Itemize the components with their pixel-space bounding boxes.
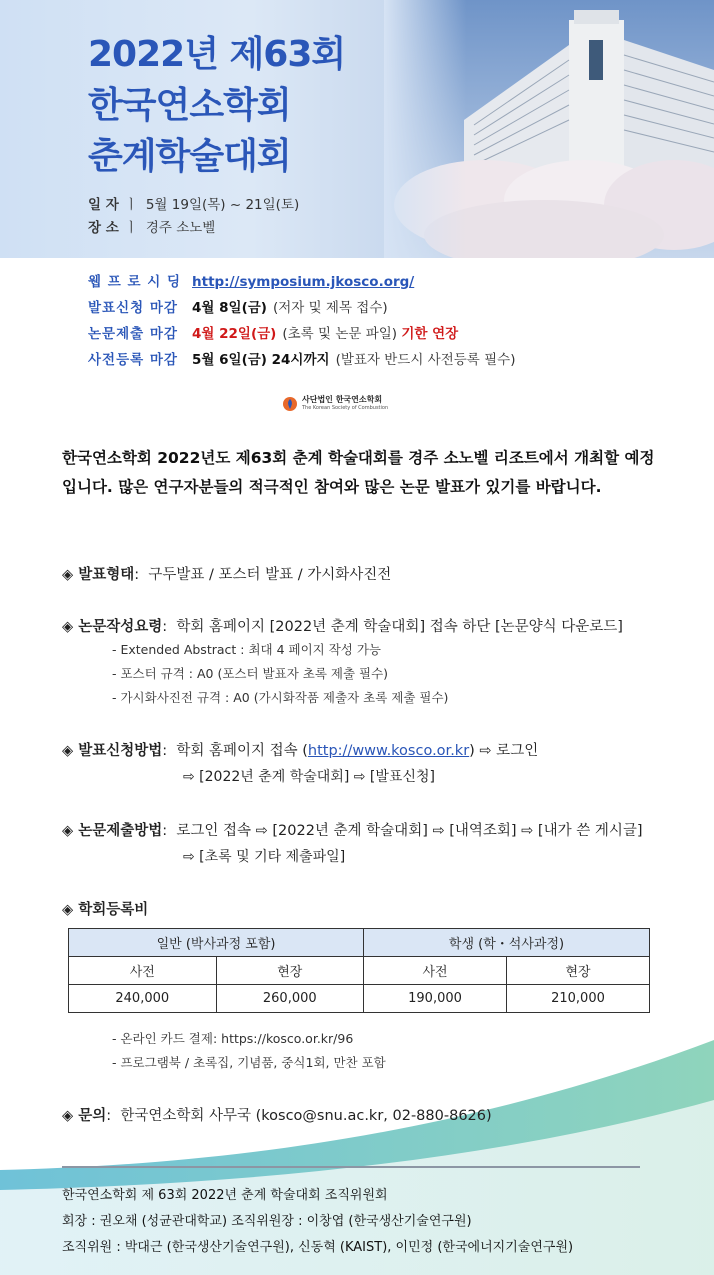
deadline-date: 4월 22일(금) (192, 326, 277, 342)
deadline-apply (88, 296, 388, 316)
section-heading: ◈ 논문제출방법 (62, 823, 163, 839)
section-text: ) ⇨ 로그인 (469, 743, 539, 759)
section-text: 한국연소학회 사무국 (kosco@snu.ac.kr, 02-880-8626) (120, 1108, 492, 1124)
title-year: 2022년 제63회 (88, 34, 346, 75)
section-contact: ◈ 문의: 한국연소학회 사무국 (kosco@snu.ac.kr, 02-880-8626) (62, 1108, 492, 1124)
fee-value: 210,000 (507, 985, 650, 1013)
logo-english: The Korean Society of Combustion (302, 405, 389, 411)
section-heading: ◈ 논문작성요령 (62, 619, 163, 635)
fee-value: 260,000 (216, 985, 364, 1013)
fee-table (68, 928, 650, 1013)
table-row (69, 929, 650, 957)
fee-value: 240,000 (69, 985, 217, 1013)
header-banner (0, 0, 714, 258)
writing-item: - Extended Abstract : 최대 4 페이지 작성 가능 (112, 642, 381, 657)
section-apply: ◈ 발표신청방법: 학회 홈페이지 접속 (http://www.kosco.or.kr) ⇨ 로그인 (62, 743, 539, 759)
footer-committee: 한국연소학회 제 63회 2022년 춘계 학술대회 조직위원회 (62, 1188, 388, 1203)
extension-badge: 기한 연장 (401, 326, 459, 342)
section-text: 학회 홈페이지 [2022년 춘계 학술대회] 접속 하단 [논문양식 다운로드] (176, 619, 623, 635)
deadline-paper (88, 322, 458, 342)
section-heading: ◈ 문의 (62, 1108, 107, 1124)
deadline-date: 4월 8일(금) (192, 300, 267, 316)
section-fees (62, 898, 148, 919)
deadline-note: (발표자 반드시 사전등록 필수) (335, 352, 516, 368)
writing-item: - 포스터 규격 : A0 (포스터 발표자 초록 제출 필수) (112, 666, 389, 681)
title-conference: 춘계학술대회 (88, 136, 291, 177)
fee-subhead: 사전 (69, 957, 217, 985)
section-text: 로그인 접속 ⇨ [2022년 춘계 학술대회] ⇨ [내역조회] ⇨ [내가 쓴 게시글] (176, 823, 643, 839)
table-row (69, 985, 650, 1013)
place-info (88, 216, 215, 236)
deadline-date: 5월 6일(금) 24시까지 (192, 352, 330, 368)
table-row (69, 957, 650, 985)
deadline-label: 발표신청 마감 (88, 300, 178, 316)
deadline-label: 사전등록 마감 (88, 352, 178, 368)
date-value: 5월 19일(목) ~ 21일(토) (145, 197, 300, 213)
place-label: 장 소 (88, 220, 119, 236)
apply-line2: ⇨ [2022년 춘계 학술대회] ⇨ [발표신청] (183, 769, 435, 785)
writing-item: - 가시화사진전 규격 : A0 (가시화작품 제출자 초록 제출 필수) (112, 690, 449, 705)
deadline-note: (저자 및 제목 접수) (272, 300, 388, 316)
society-logo (282, 393, 388, 415)
fee-group-student: 학생 (학・석사과정) (364, 929, 650, 957)
logo-korean: 사단법인 한국연소학회 (302, 395, 383, 404)
submit-line2: ⇨ [초록 및 기타 제출파일] (183, 849, 346, 865)
deadline-web (88, 270, 414, 290)
place-separator: ㅣ (124, 220, 138, 236)
fee-subhead: 현장 (507, 957, 650, 985)
footer-divider (62, 1166, 640, 1168)
section-format: ◈ 발표형태: 구두발표 / 포스터 발표 / 가시화사진전 (62, 567, 392, 583)
title-society: 한국연소학회 (88, 85, 291, 126)
deadline-label: 웹 프 로 시 딩 (88, 274, 182, 290)
deadline-registration (88, 348, 515, 368)
fee-note: - 온라인 카드 결제: https://kosco.or.kr/96 (112, 1031, 354, 1046)
date-label: 일 자 (88, 197, 119, 213)
intro-paragraph: 한국연소학회 2022년도 제63회 춘계 학술대회를 경주 소노벨 리조트에서 개최할 예정입니다. 많은 연구자분들의 적극적인 참여와 많은 논문 발표가 있기를 바랍니다. (62, 449, 655, 496)
hotel-photo (384, 0, 714, 258)
place-value: 경주 소노벨 (145, 220, 216, 236)
section-text: 구두발표 / 포스터 발표 / 가시화사진전 (148, 567, 392, 583)
fee-group-general: 일반 (박사과정 포함) (69, 929, 364, 957)
fee-note: - 프로그램북 / 초록집, 기념품, 중식1회, 만찬 포함 (112, 1055, 386, 1070)
section-heading: ◈ 학회등록비 (62, 902, 149, 918)
deadline-label: 논문제출 마감 (88, 326, 178, 342)
section-heading: ◈ 발표형태 (62, 567, 135, 583)
date-info (88, 193, 299, 213)
section-writing: ◈ 논문작성요령: 학회 홈페이지 [2022년 춘계 학술대회] 접속 하단 [논문양식 다운로드] (62, 619, 623, 635)
footer-chair: 회장 : 권오채 (성균관대학교) 조직위원장 : 이창엽 (한국생산기술연구원) (62, 1214, 472, 1229)
kosco-link[interactable]: http://www.kosco.or.kr (307, 743, 470, 759)
section-heading: ◈ 발표신청방법 (62, 743, 163, 759)
fee-subhead: 사전 (364, 957, 507, 985)
fee-value: 190,000 (364, 985, 507, 1013)
deadline-note: (초록 및 논문 파일) (282, 326, 398, 342)
footer-members: 조직위원 : 박대근 (한국생산기술연구원), 신동혁 (KAIST), 이민정 (한국에너지기술연구원) (62, 1240, 574, 1255)
flame-logo-icon (282, 396, 298, 412)
fee-subhead: 현장 (216, 957, 364, 985)
section-submit: ◈ 논문제출방법: 로그인 접속 ⇨ [2022년 춘계 학술대회] ⇨ [내역조회] ⇨ [내가 쓴 게시글] (62, 823, 643, 839)
section-text: 학회 홈페이지 접속 ( (176, 743, 308, 759)
web-proceeding-link[interactable]: http://symposium.jkosco.org/ (192, 274, 415, 290)
date-separator: ㅣ (124, 197, 138, 213)
